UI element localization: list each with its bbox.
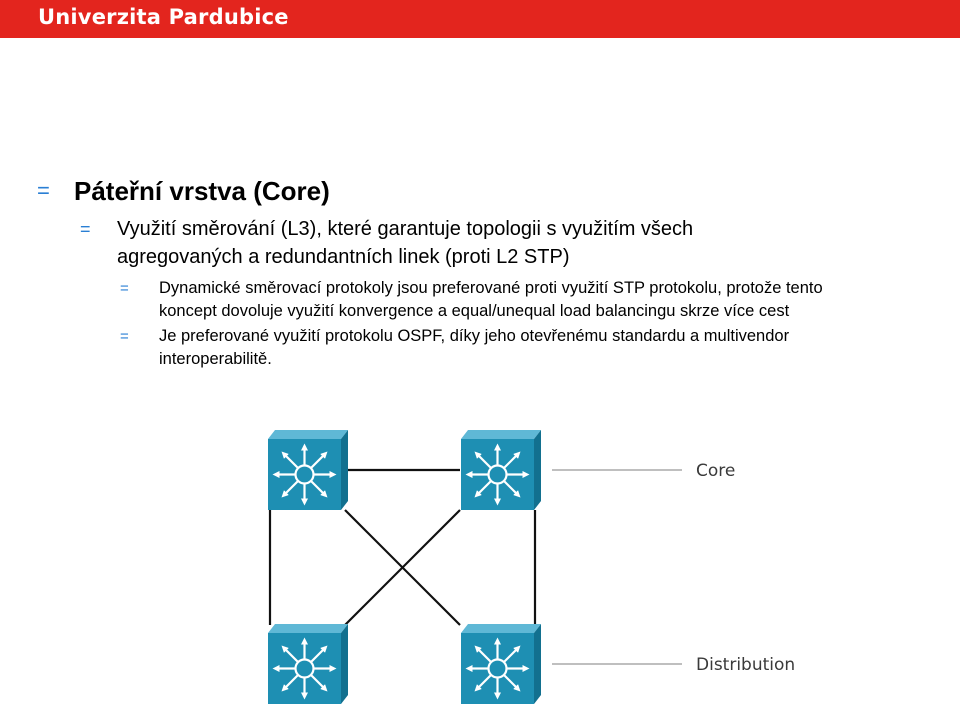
- level2-line-1: Využití směrování (L3), které garantuje topologii s využitím všech: [117, 218, 694, 240]
- bullet-2: =: [80, 219, 91, 239]
- layer3-switch-icon: [268, 430, 348, 510]
- header-bar: [0, 0, 960, 38]
- bullet-3a: =: [120, 280, 129, 297]
- core-label: Core: [696, 461, 736, 481]
- university-logo-text: Univerzita Pardubice: [38, 5, 289, 29]
- layer3-switch-icon: [461, 624, 541, 704]
- page-title: Páteřní vrstva (Core): [74, 176, 330, 206]
- level2-line-2: agregovaných a redundantních linek (proti L2 STP): [117, 246, 570, 268]
- level3-item-2-line-1: Je preferované využití protokolu OSPF, díky jeho otevřenému standardu a multivendor: [159, 327, 790, 345]
- layer3-switch-icon: [268, 624, 348, 704]
- level3-item-1-line-1: Dynamické směrovací protokoly jsou preferované proti využití STP protokolu, protože tento: [159, 279, 823, 297]
- network-topology-diagram: [250, 420, 810, 707]
- level3-item-1-line-2: koncept dovoluje využití konvergence a equal/unequal load balancingu skrze více cest: [159, 302, 790, 320]
- layer3-switch-icon: [461, 430, 541, 510]
- bullet-1: =: [37, 178, 50, 203]
- bullet-3b: =: [120, 328, 129, 345]
- level3-item-2-line-2: interoperabilitě.: [159, 350, 272, 368]
- distribution-label: Distribution: [696, 655, 796, 675]
